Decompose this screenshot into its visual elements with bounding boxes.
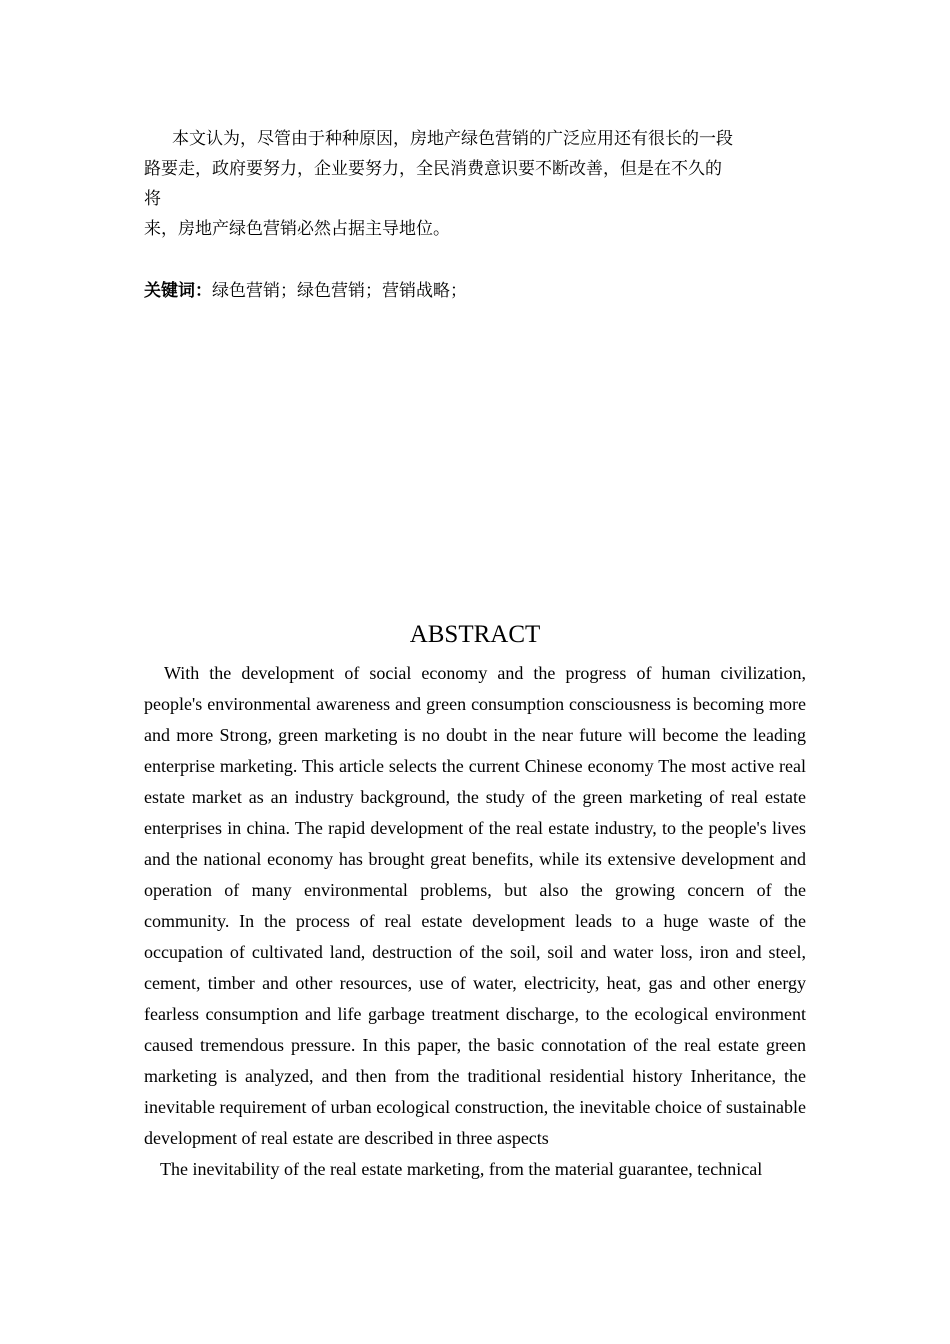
abstract-paragraph: The inevitability of the real estate marketing, from the material guarantee, technical [160,1159,763,1179]
abstract-paragraph: With the development of social economy and the progress of human civilization, people's environmental awareness and green consumption consciousness is becoming more and more Strong, green marketing is no doubt in the near future will become the leading enterprise marketing. This article selects the current Chinese economy The most active real estate market as an industry background, the study of the green marketing of real estate enterprises in china. The rapid development of the real estate industry, to the people's lives and the national economy has brought great benefits, while its extensive development and operation of many environmental problems, but also the growing concern of the community. In the process of real estate development leads to a huge waste of the occupation of cultivated land, destruction of the soil, soil and water loss, iron and steel, cement, timber and other resources, use of water, electricity, heat, gas and other energy fearless consumption and life garbage treatment discharge, to the ecological environment caused tremendous pressure. In this paper, the basic connotation of the real estate green marketing is analyzed, and then from the traditional residential history Inheritance, the inevitable requirement of urban ecological construction, the inevitable choice of sustainable development of real estate are described in three aspects [144,663,806,1148]
chinese-paragraph-line: 将 [144,189,161,209]
abstract-body [144,658,806,1185]
chinese-paragraph-line: 来，房地产绿色营销必然占据主导地位。 [144,219,450,239]
chinese-conclusion-paragraph [144,124,806,244]
abstract-title: ABSTRACT [409,621,541,648]
keywords-text: 绿色营销；绿色营销；营销战略； [212,281,467,301]
chinese-paragraph-line: 本文认为，尽管由于种种原因，房地产绿色营销的广泛应用还有很长的一段 [172,129,733,149]
chinese-paragraph-line: 路要走，政府要努力，企业要努力，全民消费意识要不断改善，但是在不久的 [144,159,722,179]
keywords-line [144,276,467,306]
keywords-label: 关键词： [144,281,212,301]
